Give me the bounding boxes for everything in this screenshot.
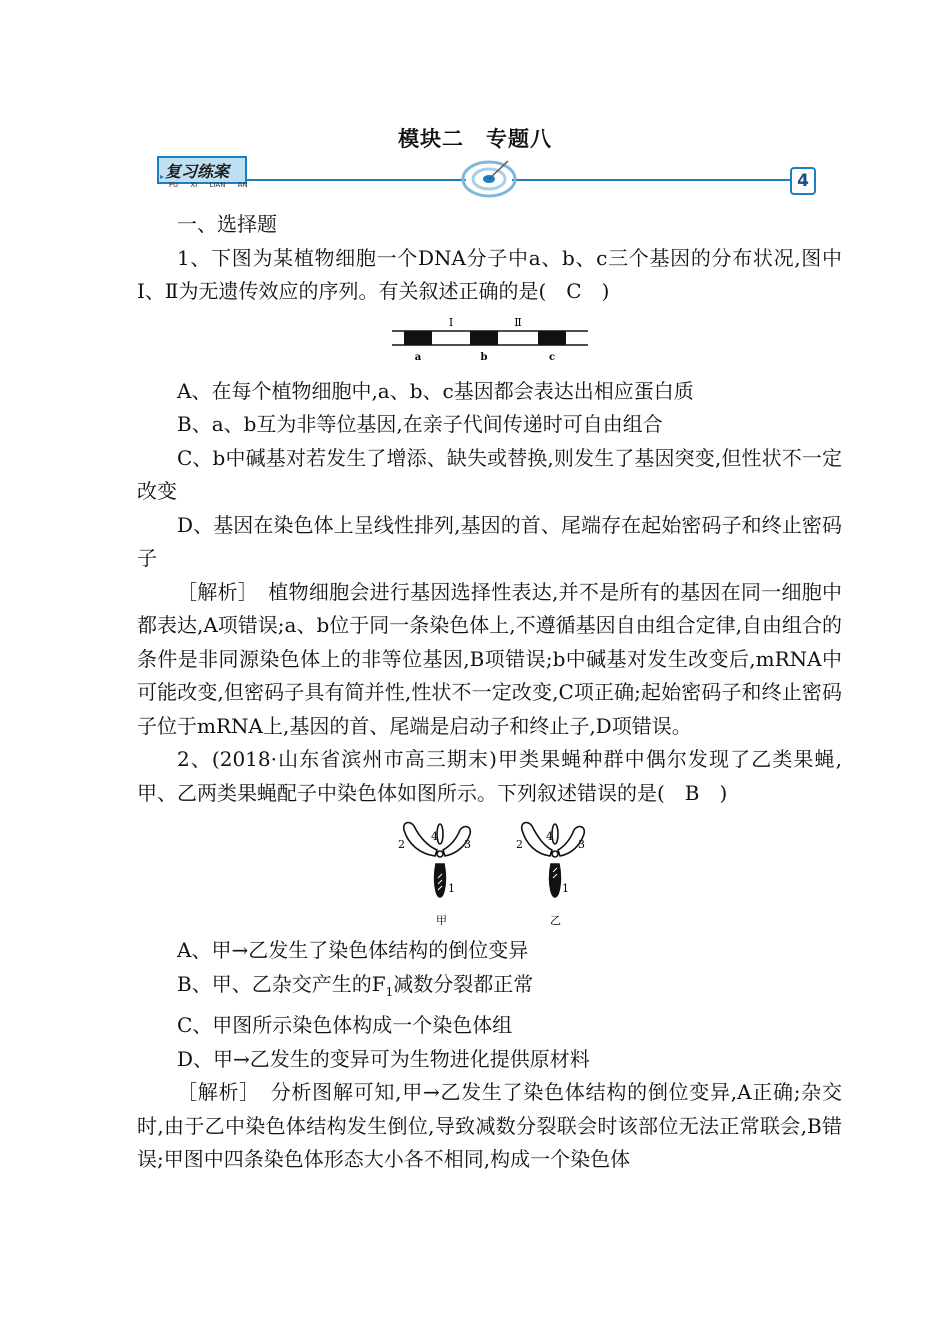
q2-chromosome-figure — [137, 816, 842, 928]
gene-a-block — [404, 331, 432, 345]
yi-label-1: 1 — [561, 882, 569, 895]
q1-option-a: A、在每个植物细胞中,a、b、c基因都会表达出相应蛋白质 — [177, 378, 694, 403]
page-title: 模块二 专题八 — [398, 126, 552, 151]
q1-stem: 1、下图为某植物细胞一个DNA分子中a、b、c三个基因的分布状况,图中Ⅰ、Ⅱ为无遗传效应的序列。有关叙述正确的是( C ) — [137, 245, 842, 303]
page-number-badge: 4 — [790, 167, 816, 195]
q1-option-b: B、a、b互为非等位基因,在亲子代间传递时可自由组合 — [177, 412, 663, 436]
q2-option-b-post: 减数分裂都正常 — [393, 971, 534, 996]
yi-label-2: 2 — [515, 838, 523, 851]
section-heading: 一、选择题 — [177, 212, 277, 236]
q2-option-b-sub: 1 — [385, 984, 394, 999]
dna-gene-diagram — [390, 313, 590, 365]
yi-label-4: 4 — [545, 830, 553, 843]
q1-option-d: D、基因在染色体上呈线性排列,基因的首、尾端存在起始密码子和终止密码子 — [137, 512, 842, 570]
label-gene-c: c — [548, 351, 555, 363]
q2-option-b-pre: B、甲、乙杂交产生的F — [177, 971, 386, 996]
label-roman-2: Ⅱ — [513, 315, 522, 329]
label-jia: 甲 — [435, 914, 447, 927]
q2-option-a: A、甲→乙发生了染色体结构的倒位变异 — [177, 938, 529, 962]
gene-c-block — [538, 331, 566, 345]
q1-option-c: C、b中碱基对若发生了增添、缺失或替换,则发生了基因突变,但性状不一定改变 — [137, 445, 842, 503]
banner-label: 复习练案 — [165, 162, 230, 181]
label-roman-1: Ⅰ — [448, 315, 453, 329]
q2-analysis: ［解析］ 分析图解可知,甲→乙发生了染色体结构的倒位变异,A正确;杂交时,由于乙中染色体结构发生倒位,导致减数分裂联会时该部位无法正常联会,B错误;甲图中四条染色体形态大小各不相同,构成一个染色体 — [137, 1080, 842, 1171]
q1-dna-figure — [137, 313, 842, 365]
q2-stem: 2、(2018·山东省滨州市高三期末)甲类果蝇种群中偶尔发现了乙类果蝇,甲、乙两类果蝇配子中染色体如图所示。下列叙述错误的是( B ) — [137, 747, 842, 805]
q2-option-c: C、甲图所示染色体构成一个染色体组 — [177, 1013, 513, 1037]
banner-graphic — [156, 155, 820, 199]
q2-option-b — [137, 968, 842, 1010]
chromosome-diagram — [390, 816, 590, 928]
q2-option-d: D、甲→乙发生的变异可为生物进化提供原材料 — [177, 1046, 590, 1071]
label-gene-b: b — [480, 351, 487, 363]
label-yi: 乙 — [549, 914, 561, 927]
jia-label-3: 3 — [463, 838, 471, 851]
q1-analysis: ［解析］ 植物细胞会进行基因选择性表达,并不是所有的基因在同一细胞中都表达,A项错误;a、b位于同一条染色体上,不遵循基因自由组合定律,自由组合的条件是非同源染色体上的非等位基因,B项错误;b中碱基对发生改变后,mRNA中可能改变,但密码子具有简并性,性状不一定改变,C项正确;起始密码子和终止密码子位于mRNA上,基因的首、尾端是启动子和终止子,D项错误。 — [137, 579, 842, 738]
jia-label-1: 1 — [447, 882, 455, 895]
banner-pinyin: FU XI LIAN AN — [169, 181, 248, 189]
section-banner — [156, 155, 820, 199]
jia-label-4: 4 — [430, 830, 438, 843]
jia-label-2: 2 — [397, 838, 405, 851]
chromosome-set-yi — [521, 823, 584, 897]
label-gene-a: a — [414, 351, 421, 363]
document-body — [137, 208, 842, 1177]
yi-label-3: 3 — [577, 838, 585, 851]
gene-b-block — [470, 331, 498, 345]
